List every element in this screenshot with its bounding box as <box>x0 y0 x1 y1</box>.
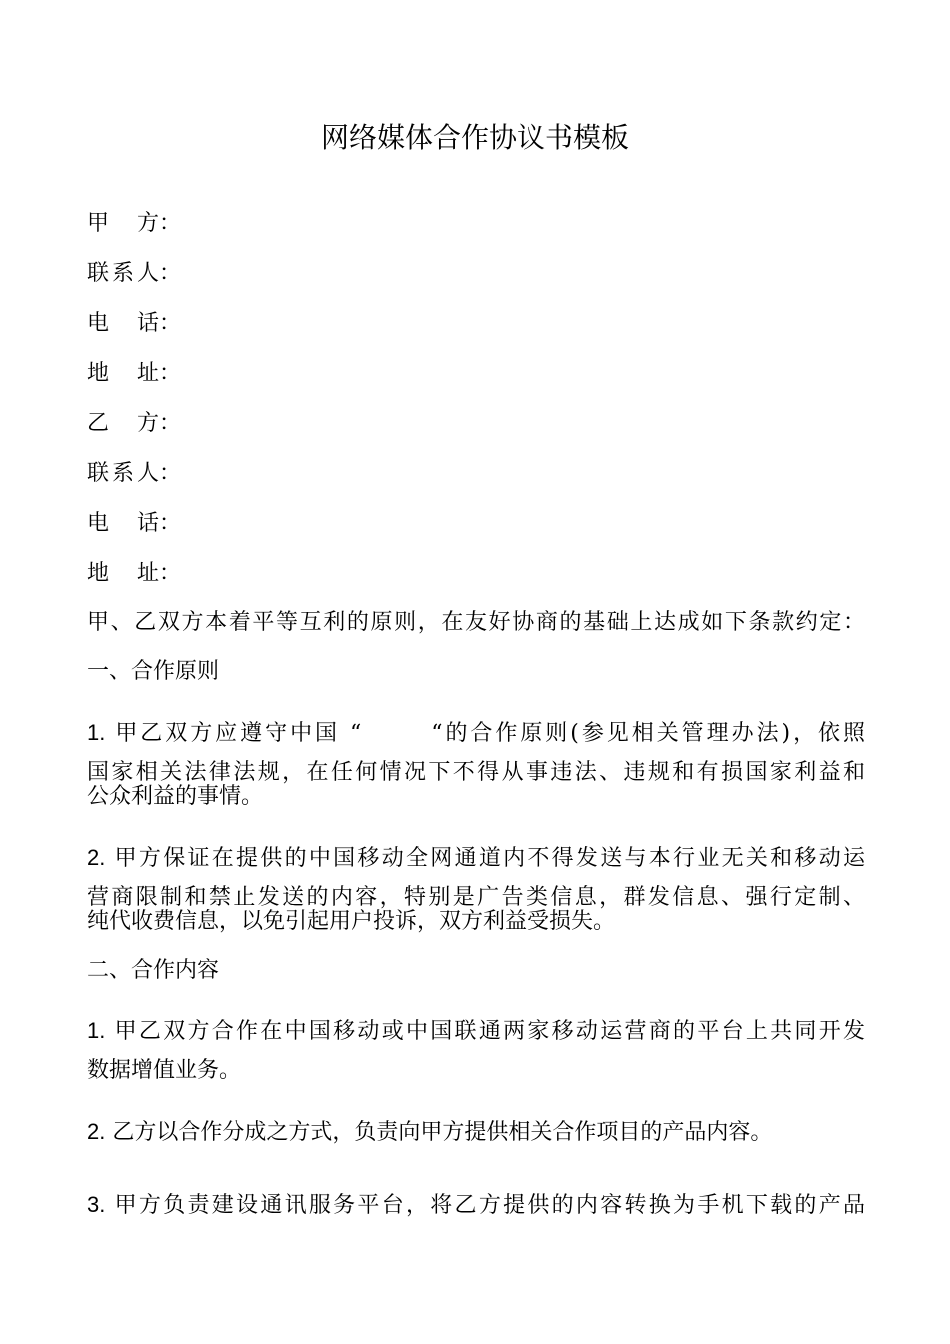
clause-2-2 <box>87 1117 865 1147</box>
quote-close: “ <box>431 721 443 746</box>
clause-number: 2. <box>87 1119 106 1144</box>
clause-line <box>87 1016 865 1046</box>
field-label: 电话 <box>87 511 159 536</box>
clause-text: 的合作原则(参见相关管理办法)，依照 <box>442 721 866 746</box>
intro-paragraph <box>87 608 865 638</box>
field-colon: ： <box>159 511 182 536</box>
clause-text: 乙方以合作分成之方式，负责向甲方提供相关合作项目的产品内容。 <box>112 1120 773 1145</box>
party-b-address-field <box>87 559 181 589</box>
field-label: 地址 <box>87 561 159 586</box>
section-heading: 一、合作原则 <box>87 659 220 684</box>
field-colon: ： <box>159 261 182 286</box>
intro-text: 甲、乙双方本着平等互利的原则，在友好协商的基础上达成如下条款约定： <box>87 610 865 635</box>
clause-1-1 <box>87 718 865 812</box>
field-colon: ： <box>159 411 182 436</box>
clause-line: 国家相关法律法规，在任何情况下不得从事违法、违规和有损国家利益和 <box>87 760 865 785</box>
clause-line: 纯代收费信息，以免引起用户投诉，双方利益受损失。 <box>87 909 616 934</box>
field-colon: ： <box>159 311 182 336</box>
field-colon: ： <box>159 211 182 236</box>
clause-line <box>87 718 865 748</box>
clause-2-3 <box>87 1190 865 1220</box>
clause-number: 1. <box>87 1018 106 1043</box>
clause-line <box>87 843 865 873</box>
section-heading: 二、合作内容 <box>87 958 220 983</box>
clause-number: 3. <box>87 1192 106 1217</box>
field-label: 地址 <box>87 361 159 386</box>
clause-number: 1. <box>87 720 106 745</box>
clause-line: 营商限制和禁止发送的内容，特别是广告类信息，群发信息、强行定制、 <box>87 885 865 910</box>
field-label: 联系人 <box>87 461 159 486</box>
party-a-phone-field <box>87 309 181 339</box>
clause-line: 公众利益的事情。 <box>87 784 264 809</box>
clause-text: 甲乙双方合作在中国移动或中国联通两家移动运营商的平台上共同开发 <box>114 1019 865 1044</box>
party-a-name-field <box>87 209 181 239</box>
document-title: 网络媒体合作协议书模板 <box>320 121 629 154</box>
field-colon: ： <box>159 561 182 586</box>
clause-line: 数据增值业务。 <box>87 1058 242 1083</box>
quote-open: “ <box>349 721 362 746</box>
clause-text: 甲方负责建设通讯服务平台，将乙方提供的内容转换为手机下载的产品 <box>114 1193 865 1218</box>
field-label: 电话 <box>87 311 159 336</box>
party-a-address-field <box>87 359 181 389</box>
clause-text: 甲乙双方应遵守中国 <box>115 721 341 746</box>
party-b-phone-field <box>87 509 181 539</box>
clause-1-2 <box>87 843 865 937</box>
clause-2-1 <box>87 1016 865 1086</box>
clause-text: 甲方保证在提供的中国移动全网通道内不得发送与本行业无关和移动运 <box>114 846 865 871</box>
field-label: 联系人 <box>87 261 159 286</box>
field-label: 甲方 <box>87 211 159 236</box>
party-b-contact-field <box>87 459 181 489</box>
clause-line <box>87 1190 865 1220</box>
field-label: 乙方 <box>87 411 159 436</box>
party-a-contact-field <box>87 259 181 289</box>
field-colon: ： <box>159 361 182 386</box>
field-colon: ： <box>159 461 182 486</box>
party-b-name-field <box>87 409 181 439</box>
clause-line <box>87 1117 865 1147</box>
clause-number: 2. <box>87 845 106 870</box>
